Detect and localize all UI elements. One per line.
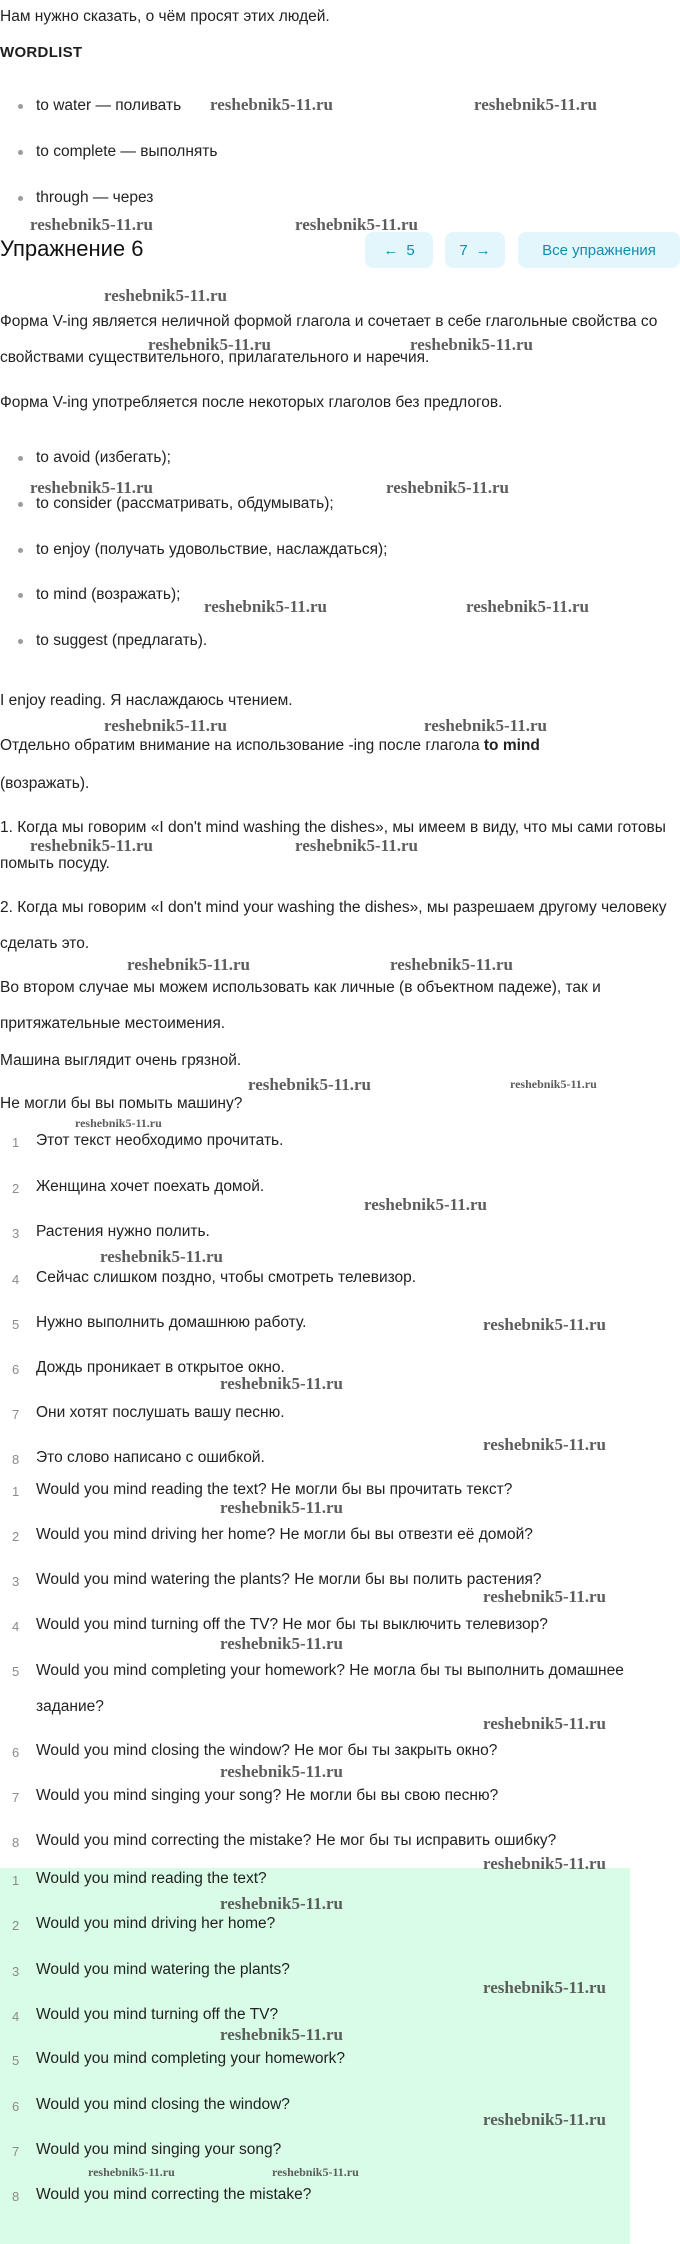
all-exercises-button[interactable]: Все упражнения: [518, 232, 680, 268]
watermark: reshebnik5-11.ru: [88, 2165, 175, 2179]
watermark: reshebnik5-11.ru: [104, 716, 227, 735]
case-paragraph: 1. Когда мы говорим «I don't mind washing the dishes», мы имеем в виду, что мы сами готовы помыть посуду.: [0, 819, 666, 872]
wordlist-title: WORDLIST: [0, 44, 83, 61]
verb-item: to mind (возражать);: [18, 585, 162, 605]
example-line: Не могли бы вы помыть машину?: [0, 1095, 243, 1112]
watermark: reshebnik5-11.ru: [295, 836, 418, 855]
theory-paragraph: Форма V-ing является неличной формой глагола и сочетает в себе глагольные свойства со свойствами существительного, прилагательного и наречия.: [0, 313, 658, 366]
watermark: reshebnik5-11.ru: [220, 1762, 343, 1781]
mind-note: Отдельно обратим внимание на использование -ing после глагола to mind: [0, 737, 540, 754]
watermark: reshebnik5-11.ru: [483, 1714, 606, 1733]
watermark: reshebnik5-11.ru: [483, 1587, 606, 1606]
verb-item: to suggest (предлагать).: [18, 631, 189, 651]
watermark: reshebnik5-11.ru: [510, 1077, 597, 1091]
case-paragraph: 2. Когда мы говорим «I don't mind your washing the dishes», мы разрешаем другому человеку сделать это.: [0, 899, 667, 952]
watermark: reshebnik5-11.ru: [483, 1854, 606, 1873]
verb-item: to consider (рассматривать, обдумывать);: [18, 494, 316, 514]
watermark: reshebnik5-11.ru: [210, 95, 333, 114]
watermark: reshebnik5-11.ru: [483, 1315, 606, 1334]
watermark: reshebnik5-11.ru: [483, 2110, 606, 2129]
watermark: reshebnik5-11.ru: [410, 335, 533, 354]
watermark: reshebnik5-11.ru: [220, 1634, 343, 1653]
wordlist-item: to water — поливать: [18, 96, 163, 116]
watermark: reshebnik5-11.ru: [220, 2025, 343, 2044]
watermark: reshebnik5-11.ru: [295, 215, 418, 234]
watermark: reshebnik5-11.ru: [220, 1894, 343, 1913]
prev-exercise-button[interactable]: ← 5: [365, 232, 433, 268]
watermark: reshebnik5-11.ru: [127, 955, 250, 974]
verb-item: to enjoy (получать удовольствие, наслаждаться);: [18, 540, 369, 560]
watermark: reshebnik5-11.ru: [100, 1247, 223, 1266]
mind-note-end: (возражать).: [0, 775, 90, 792]
watermark: reshebnik5-11.ru: [483, 1978, 606, 1997]
watermark: reshebnik5-11.ru: [148, 335, 271, 354]
watermark: reshebnik5-11.ru: [220, 1374, 343, 1393]
watermark: reshebnik5-11.ru: [204, 597, 327, 616]
watermark: reshebnik5-11.ru: [75, 1116, 162, 1130]
wordlist-item: through — через: [18, 188, 135, 208]
watermark: reshebnik5-11.ru: [248, 1075, 371, 1094]
watermark: reshebnik5-11.ru: [483, 1435, 606, 1454]
next-exercise-button[interactable]: 7 →: [445, 232, 505, 268]
watermark: reshebnik5-11.ru: [220, 1498, 343, 1517]
arrow-right-icon: →: [475, 241, 491, 259]
example-line: Машина выглядит очень грязной.: [0, 1052, 242, 1069]
intro-text: Нам нужно сказать, о чём просят этих людей.: [0, 8, 330, 25]
watermark: reshebnik5-11.ru: [386, 478, 509, 497]
exercise-title: Упражнение 6: [0, 236, 144, 261]
watermark: reshebnik5-11.ru: [30, 478, 153, 497]
watermark: reshebnik5-11.ru: [466, 597, 589, 616]
watermark: reshebnik5-11.ru: [104, 286, 227, 305]
watermark: reshebnik5-11.ru: [30, 215, 153, 234]
verb-item: to avoid (избегать);: [18, 448, 153, 468]
wordlist-item: to complete — выполнять: [18, 142, 199, 162]
watermark: reshebnik5-11.ru: [424, 716, 547, 735]
watermark: reshebnik5-11.ru: [30, 836, 153, 855]
theory-paragraph: Форма V-ing употребляется после некоторых глаголов без предлогов.: [0, 394, 503, 411]
arrow-left-icon: ←: [383, 241, 399, 259]
watermark: reshebnik5-11.ru: [272, 2165, 359, 2179]
case-paragraph: Во втором случае мы можем использовать как личные (в объектном падеже), так и притяжательные местоимения.: [0, 979, 601, 1032]
watermark: reshebnik5-11.ru: [474, 95, 597, 114]
example-sentence: I enjoy reading. Я наслаждаюсь чтением.: [0, 692, 293, 709]
watermark: reshebnik5-11.ru: [390, 955, 513, 974]
watermark: reshebnik5-11.ru: [364, 1195, 487, 1214]
